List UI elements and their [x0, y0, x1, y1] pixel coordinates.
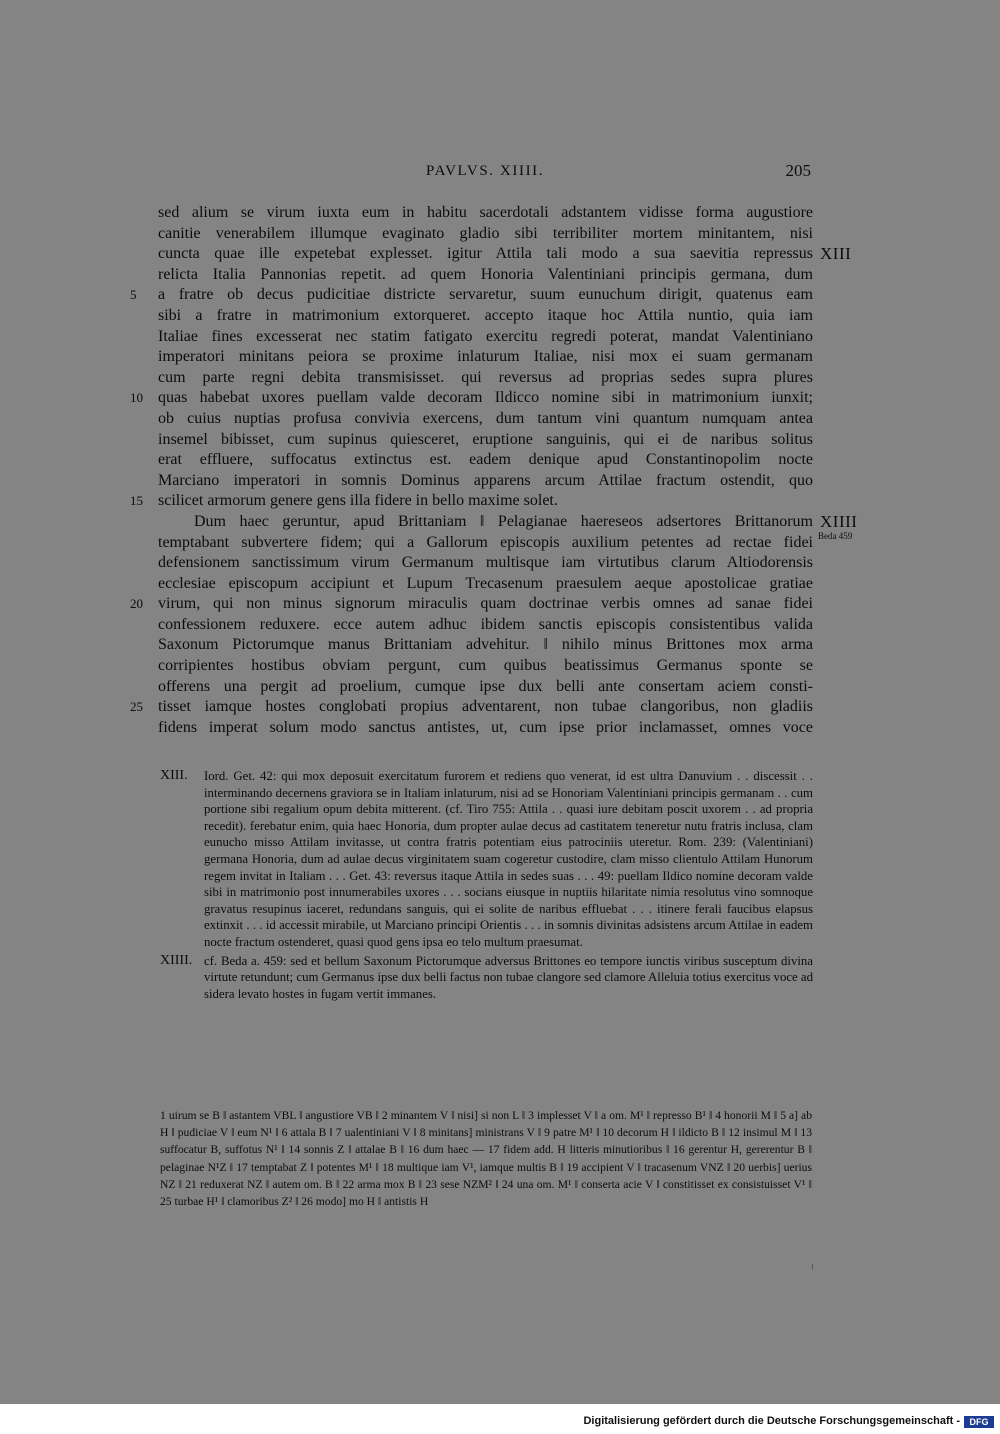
running-title: PAVLVS. XIIII.	[426, 163, 545, 179]
text-line: sed alium se virum iuxta eum in habitu sacerdotali adstantem vidisse forma augustiore	[158, 204, 813, 221]
text-line: cum parte regni debita transmisisset. qui reversus ad proprias sedes supra plures	[158, 368, 813, 386]
line-number: 15	[130, 493, 143, 509]
text-line: Saxonum Pictorumque manus Brittaniam advehitur. ‖ nihilo minus Brittones mox arma	[158, 636, 813, 654]
text-line: 20 virum, qui non minus signorum miraculis quam doctrinae verbis omnes ad sanae fidei	[158, 594, 813, 615]
source-label: XIIII.	[160, 952, 193, 968]
text-line: ob cuius nuptias profusa convivia exercens, dum tantum vini quantum numquam antea	[158, 409, 813, 427]
margin-chapter-xiiii: XIIII	[820, 511, 858, 531]
text-line: fidens imperat solum modo sanctus antistes, ut, cum ipse prior inclamasset, omnes voce	[158, 718, 813, 736]
text-line: confessionem reduxere. ecce autem adhuc ibidem sanctis episcopis consistentibus valida	[158, 615, 813, 633]
text-line: Italiae fines excesserat nec statim fatigato exercitu regredi poterat, mandat Valentiniano	[158, 327, 813, 345]
text-line: erat effluere, suffocatus extinctus est. eadem denique apud Constantinopolim nocte	[158, 451, 813, 469]
critical-apparatus: 1 uirum se B ‖ astantem VBL ‖ angustiore VB ‖ 2 minantem V ‖ nisi] si non L ‖ 3 implesset V ‖ a om. M¹ ‖ represso B¹ ‖ 4 honorii M ‖ 5 a] ab H ‖ pudiciae V ‖ eum N¹ ‖ 6 attala B ‖ 7 ualentiniani V ‖ 8 minitans] ministrans V ‖ 9 patre M¹ ‖ 10 decorum H ‖ ildicto B ‖ 12 insimul M ‖ 13 suffocatur B, suffotus N¹ ‖ 14 sonnis Z ‖ attalae B ‖ 16 dum haec — 17 fidem add. H litteris minutioribus ‖ 16 gerentur H, gererentur B ‖ pelaginae N¹Z ‖ 17 temptabat Z ‖ potentes M¹ ‖ 18 multique iam V¹, iamque multis B ‖ 19 accipient V ‖ tracasenum VNZ ‖ 20 uerbis] uerius NZ ‖ 21 reduxerat NZ ‖ autem om. B ‖ 22 arma mox B ‖ 23 sese NZM² ‖ 24 una om. M¹ ‖ conserta acie V ‖ constitisset ex consistuisset V¹ ‖ 25 turbae H¹ ‖ clamoribus Z² ‖ 26 modo] mo H ‖ antistis H	[160, 1109, 812, 1209]
text-line: defensionem sanctissimum virum Germanum multisque iam virtutibus clarum Altiodorensis	[158, 554, 813, 572]
divider	[812, 1264, 813, 1270]
source-note-xiiii	[160, 953, 813, 1003]
running-header	[158, 161, 813, 185]
text-line: sibi a fratre in matrimonium extorqueret. accepto itaque hoc Attila nuntio, quia iam	[158, 306, 813, 324]
text-line: relicta Italia Pannonias repetit. ad quem Honoria Valentiniani principis germana, dum	[158, 265, 813, 283]
text-line: 5 a fratre ob decus pudicitiae districte servaretur, suum eunuchum dirigit, quatenus eam	[158, 285, 813, 306]
text-line: ecclesiae episcopum accipiunt et Lupum Trecasenum praesulem aeque apostolicae gratiae	[158, 574, 813, 592]
source-text: cf. Beda a. 459: sed et bellum Saxonum Pictorumque adversus Brittones eo tempore iunctis viribus susceptum divina virtute retundunt; cum Germanus ipse dux belli factus non tubae clangore sed clamore Alleluia totius exercitus voce ad sidera levato hostes in fugam vertit immanes.	[204, 953, 813, 1001]
text-line: 25 tisset iamque hostes conglobati propius adventarent, non tubae clangoribus, non gladiis	[158, 697, 813, 718]
text-line: insemel bibisset, cum supinus quiesceret, eruptione sanguinis, qui ei de naribus solitus	[158, 430, 813, 448]
line-number: 20	[130, 596, 143, 612]
text-line: corripientes hostibus obviam pergunt, cum quibus beatissimus Germanus sponte se	[158, 657, 813, 675]
source-text: Iord. Get. 42: qui mox deposuit exercitatum furorem et rediens quo venerat, id est ultra Danuvium . . discessit . . interminando decernens graviora se in Italiam inlaturum, nisi ad se Honoriam Valentiniani principis germanam . . cum portione sibi regalium opum debita mitterent. (cf. Tiro 755: Attila . . quasi iure debitam poscit uxorem . . ad propria recedit). ferebatur enim, quia haec Honoria, dum propter aulae decus ad castitatem teneretur nutu fratris inclusa, clam eunucho misso Attilam invitasse, ut contra fratris potentiam eius patrociniis uteretur. Rom. 239: (Valentiniani) germana Honoria, dum ad aulae decus virginitatem suam cogeretur custodire, clam misso clientulo Attilam Hunorum regem invitat in Italiam . . . Get. 43: reversus itaque Attila in sedes suas . . . 49: puellam Ildico nomine decoram valde sibi in matrimonio post innumerabiles uxores . . . socians eiusque in nuptiis hilaritate nimia resolutus vino somnoque gravatus resupinus iaceret, redundans sanguis, qui ei solite de naribus effluebat . . . itinere ferali faucibus elapsus extinxit . . . id accessit mirabile, ut Marciano principi Orientis . . . in somnis divinitas adsistens arcum Attilae in eadem nocte fractum ostenderet, quasi quod gens ipsa eo telo multum praesumat.	[204, 769, 813, 949]
line-number: 10	[130, 390, 143, 406]
main-text	[130, 203, 858, 738]
dfg-logo: DFG	[964, 1416, 994, 1428]
funding-credit: Digitalisierung gefördert durch die Deutsche Forschungsgemeinschaft -	[583, 1415, 960, 1427]
text-line: Dum haec geruntur, apud Brittaniam ‖ Pelagianae haereseos adsertores Brittanorum XIIII Beda 459	[158, 512, 813, 533]
source-note-xiii	[160, 768, 813, 951]
line-number: 25	[130, 699, 143, 715]
text-line: imperatori minitans peiora se proxime inlaturum Italiae, nisi mox ei suam germanam	[158, 348, 813, 366]
margin-chapter-xiii: XIII	[820, 244, 852, 264]
text-line: 10 quas habebat uxores puellam valde decoram Ildicco nomine sibi in matrimonium iunxit;	[158, 388, 813, 409]
source-notes	[160, 768, 813, 1002]
page-number: 205	[785, 161, 811, 180]
text-line: cuncta quae ille expetebat explesset. igitur Attila tali modo a sua saevitia repressus XIII	[158, 244, 852, 264]
text-line: Marciano imperatori in somnis Dominus apparens arcum Attilae fractum ostendit, quo	[158, 471, 813, 489]
text-line: offerens una pergit ad proelium, cumque ipse dux belli ante consertam aciem consti-	[158, 677, 813, 695]
text-line: 15 scilicet armorum genere gens illa fidere in bello maxime solet.	[158, 491, 813, 512]
line-number: 5	[130, 287, 137, 303]
text-line: temptabant subvertere fidem; qui a Gallorum episcopis auxilium petentes ad rectae fidei	[158, 533, 813, 551]
source-label: XIII.	[160, 768, 188, 783]
margin-beda-ref: Beda 459	[818, 530, 853, 541]
text-line: canitie venerabilem illumque evaginato gladio sibi terribiliter mortem minitantem, nisi	[158, 224, 813, 242]
digitization-banner	[0, 1404, 1000, 1434]
